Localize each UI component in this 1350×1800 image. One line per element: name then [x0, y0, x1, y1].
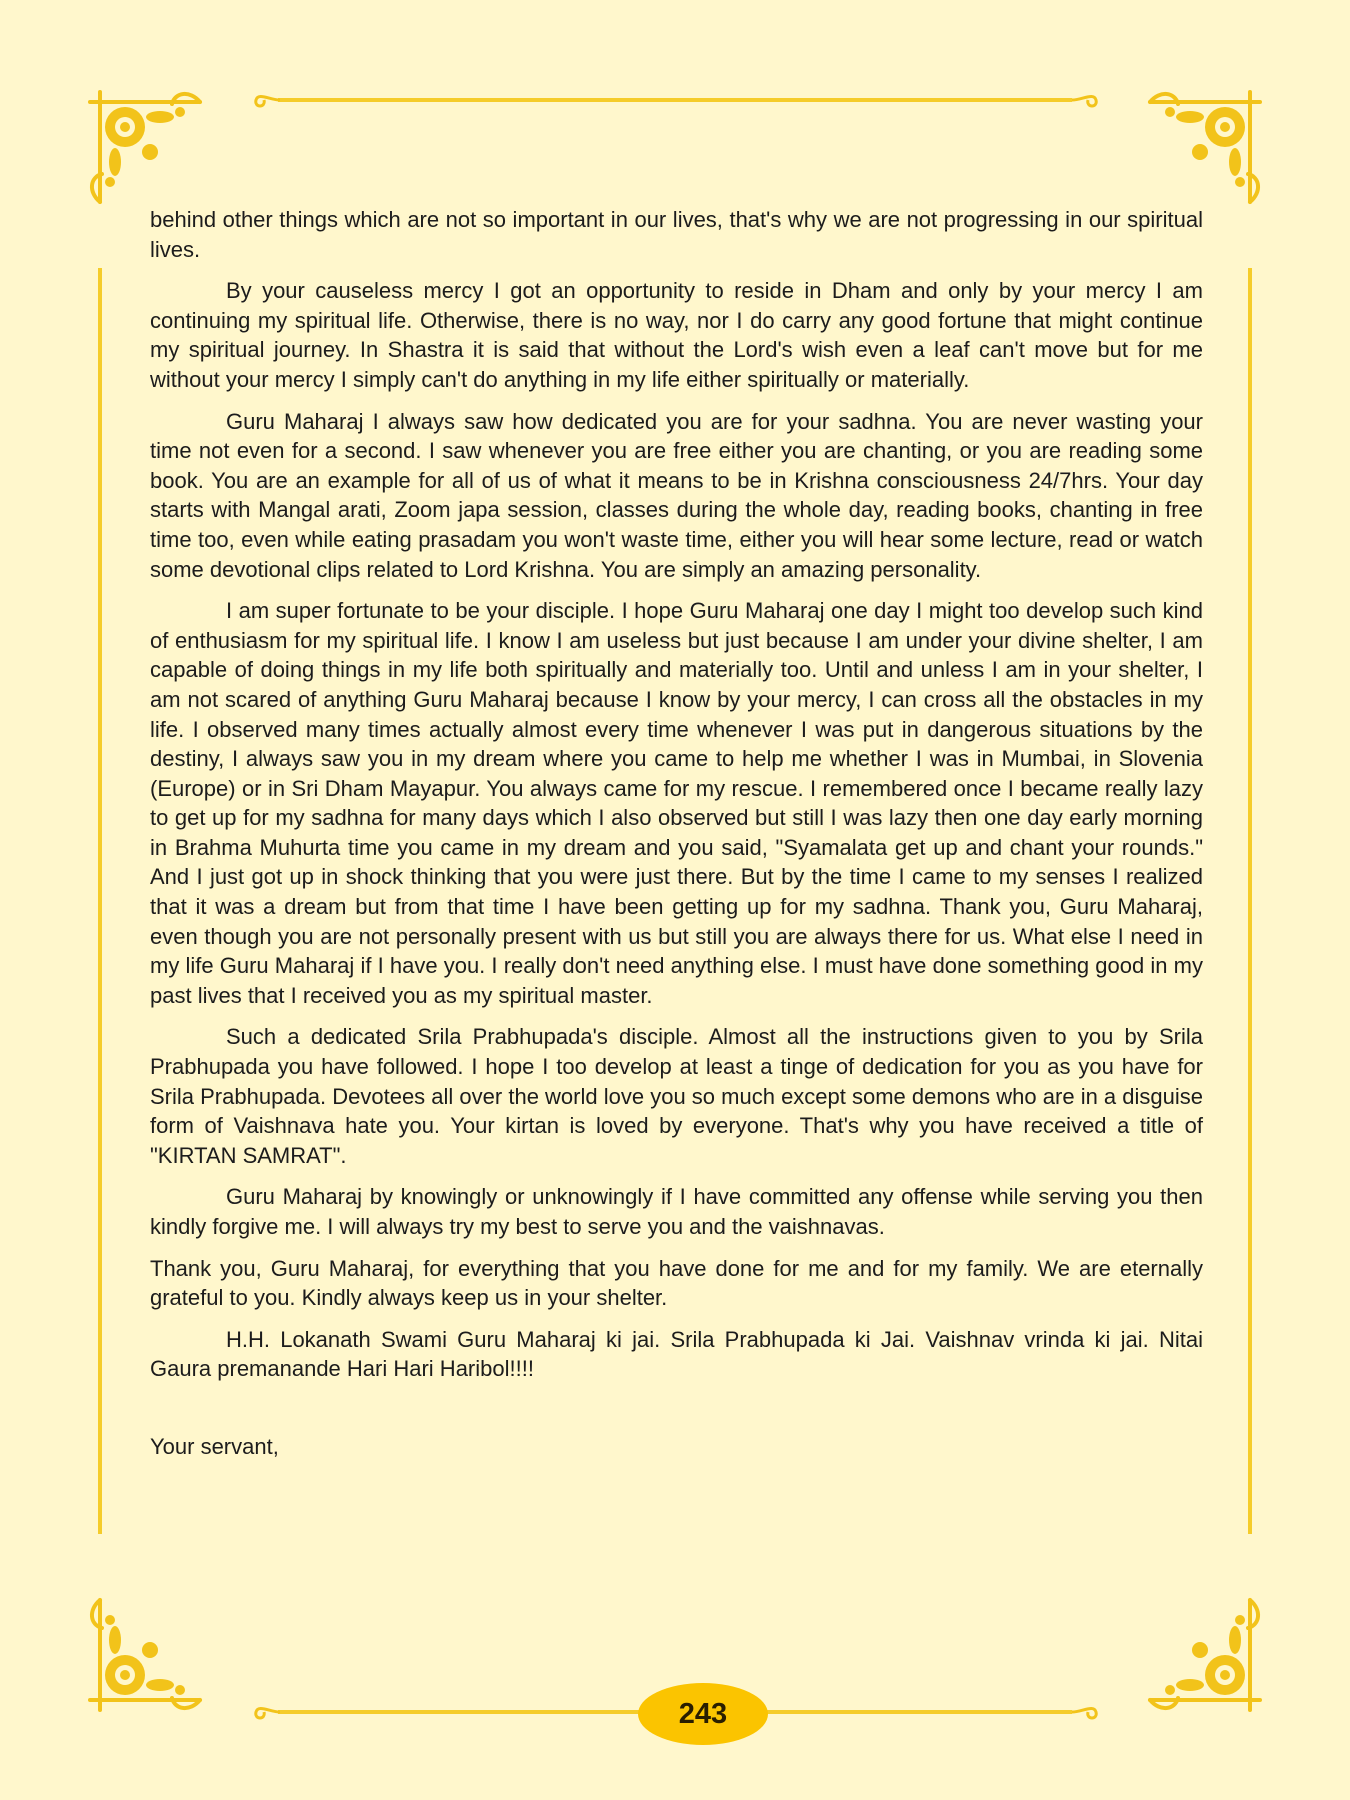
paragraph: Thank you, Guru Maharaj, for everything that you have done for me and for my family. We are eternally grateful to you. Kindly always keep us in your shelter. [150, 1255, 1203, 1311]
scroll-flourish-icon [252, 88, 282, 112]
frame-right-line [1248, 268, 1252, 1534]
page-number: 243 [638, 1683, 768, 1745]
paragraph: Guru Maharaj I always saw how dedicated you are for your sadhna. You are never wasting your time not even for a second. I saw whenever you are free either you are chanting, or you are reading some book. You are an example for all of us of what it means to be in Krishna consciousness 24/7hrs. Your day starts with Mangal arati, Zoom japa session, classes during the whole day, reading books, chanting in free time too, even while eating prasadam you won't waste time, either you will hear some lecture, read or watch some devotional clips related to Lord Krishna. You are simply an amazing personality. [150, 408, 1203, 582]
corner-ornament-icon [1140, 1590, 1270, 1720]
scroll-flourish-icon [1070, 88, 1100, 112]
frame-bottom-line-left [278, 1710, 640, 1714]
scroll-flourish-icon [252, 1700, 282, 1724]
letter-body [150, 205, 1203, 1474]
paragraph: behind other things which are not so important in our lives, that's why we are not progressing in our spiritual lives. [150, 207, 1203, 262]
signoff: Your servant, [150, 1433, 279, 1459]
paragraph: Such a dedicated Srila Prabhupada's disciple. Almost all the instructions given to you by Srila Prabhupada you have followed. I hope I too develop at least a tinge of dedication for you as you have for Srila Prabhupada. Devotees all over the world love you so much except some demons who are in a disguise form of Vaishnava hate you. Your kirtan is loved by everyone. That's why you have received a title of "KIRTAN SAMRAT". [150, 1024, 1203, 1168]
frame-bottom-line-right [766, 1710, 1072, 1714]
paragraph: Guru Maharaj by knowingly or unknowingly if I have committed any offense while serving you then kindly forgive me. I will always try my best to serve you and the vaishnavas. [150, 1184, 1203, 1239]
corner-ornament-icon [1140, 82, 1270, 212]
corner-ornament-icon [80, 82, 210, 212]
frame-top-line [278, 98, 1072, 102]
paragraph: By your causeless mercy I got an opportunity to reside in Dham and only by your mercy I am continuing my spiritual life. Otherwise, there is no way, nor I do carry any good fortune that might continue my spiritual journey. In Shastra it is said that without the Lord's wish even a leaf can't move but for me without your mercy I simply can't do anything in my life either spiritually or materially. [150, 278, 1203, 392]
paragraph: H.H. Lokanath Swami Guru Maharaj ki jai. Srila Prabhupada ki Jai. Vaishnav vrinda ki jai. Nitai Gaura premanande Hari Hari Haribol!!!! [150, 1326, 1203, 1382]
frame-left-line [98, 268, 102, 1534]
scroll-flourish-icon [1070, 1700, 1100, 1724]
corner-ornament-icon [80, 1590, 210, 1720]
paragraph: I am super fortunate to be your disciple. I hope Guru Maharaj one day I might too develop such kind of enthusiasm for my spiritual life. I know I am useless but just because I am under your divine shelter, I am capable of doing things in my life both spiritually and materially too. Until and unless I am in your shelter, I am not scared of anything Guru Maharaj because I know by your mercy, I can cross all the obstacles in my life. I observed many times actually almost every time whenever I was put in dangerous situations by the destiny, I always saw you in my dream where you came to help me whether I was in Mumbai, in Slovenia (Europe) or in Sri Dham Mayapur. You always came for my rescue. I remembered once I became really lazy to get up for my sadhna for many days which I also observed but still I was lazy then one day early morning in Brahma Muhurta time you came in my dream and you said, "Syamalata get up and chant your rounds." And I just got up in shock thinking that you were just there. But by the time I came to my senses I realized that it was a dream but from that time I have been getting up for my sadhna. Thank you, Guru Maharaj, even though you are not personally present with us but still you are always there for us. What else I need in my life Guru Maharaj if I have you. I really don't need anything else. I must have done something good in my past lives that I received you as my spiritual master. [150, 598, 1203, 1008]
